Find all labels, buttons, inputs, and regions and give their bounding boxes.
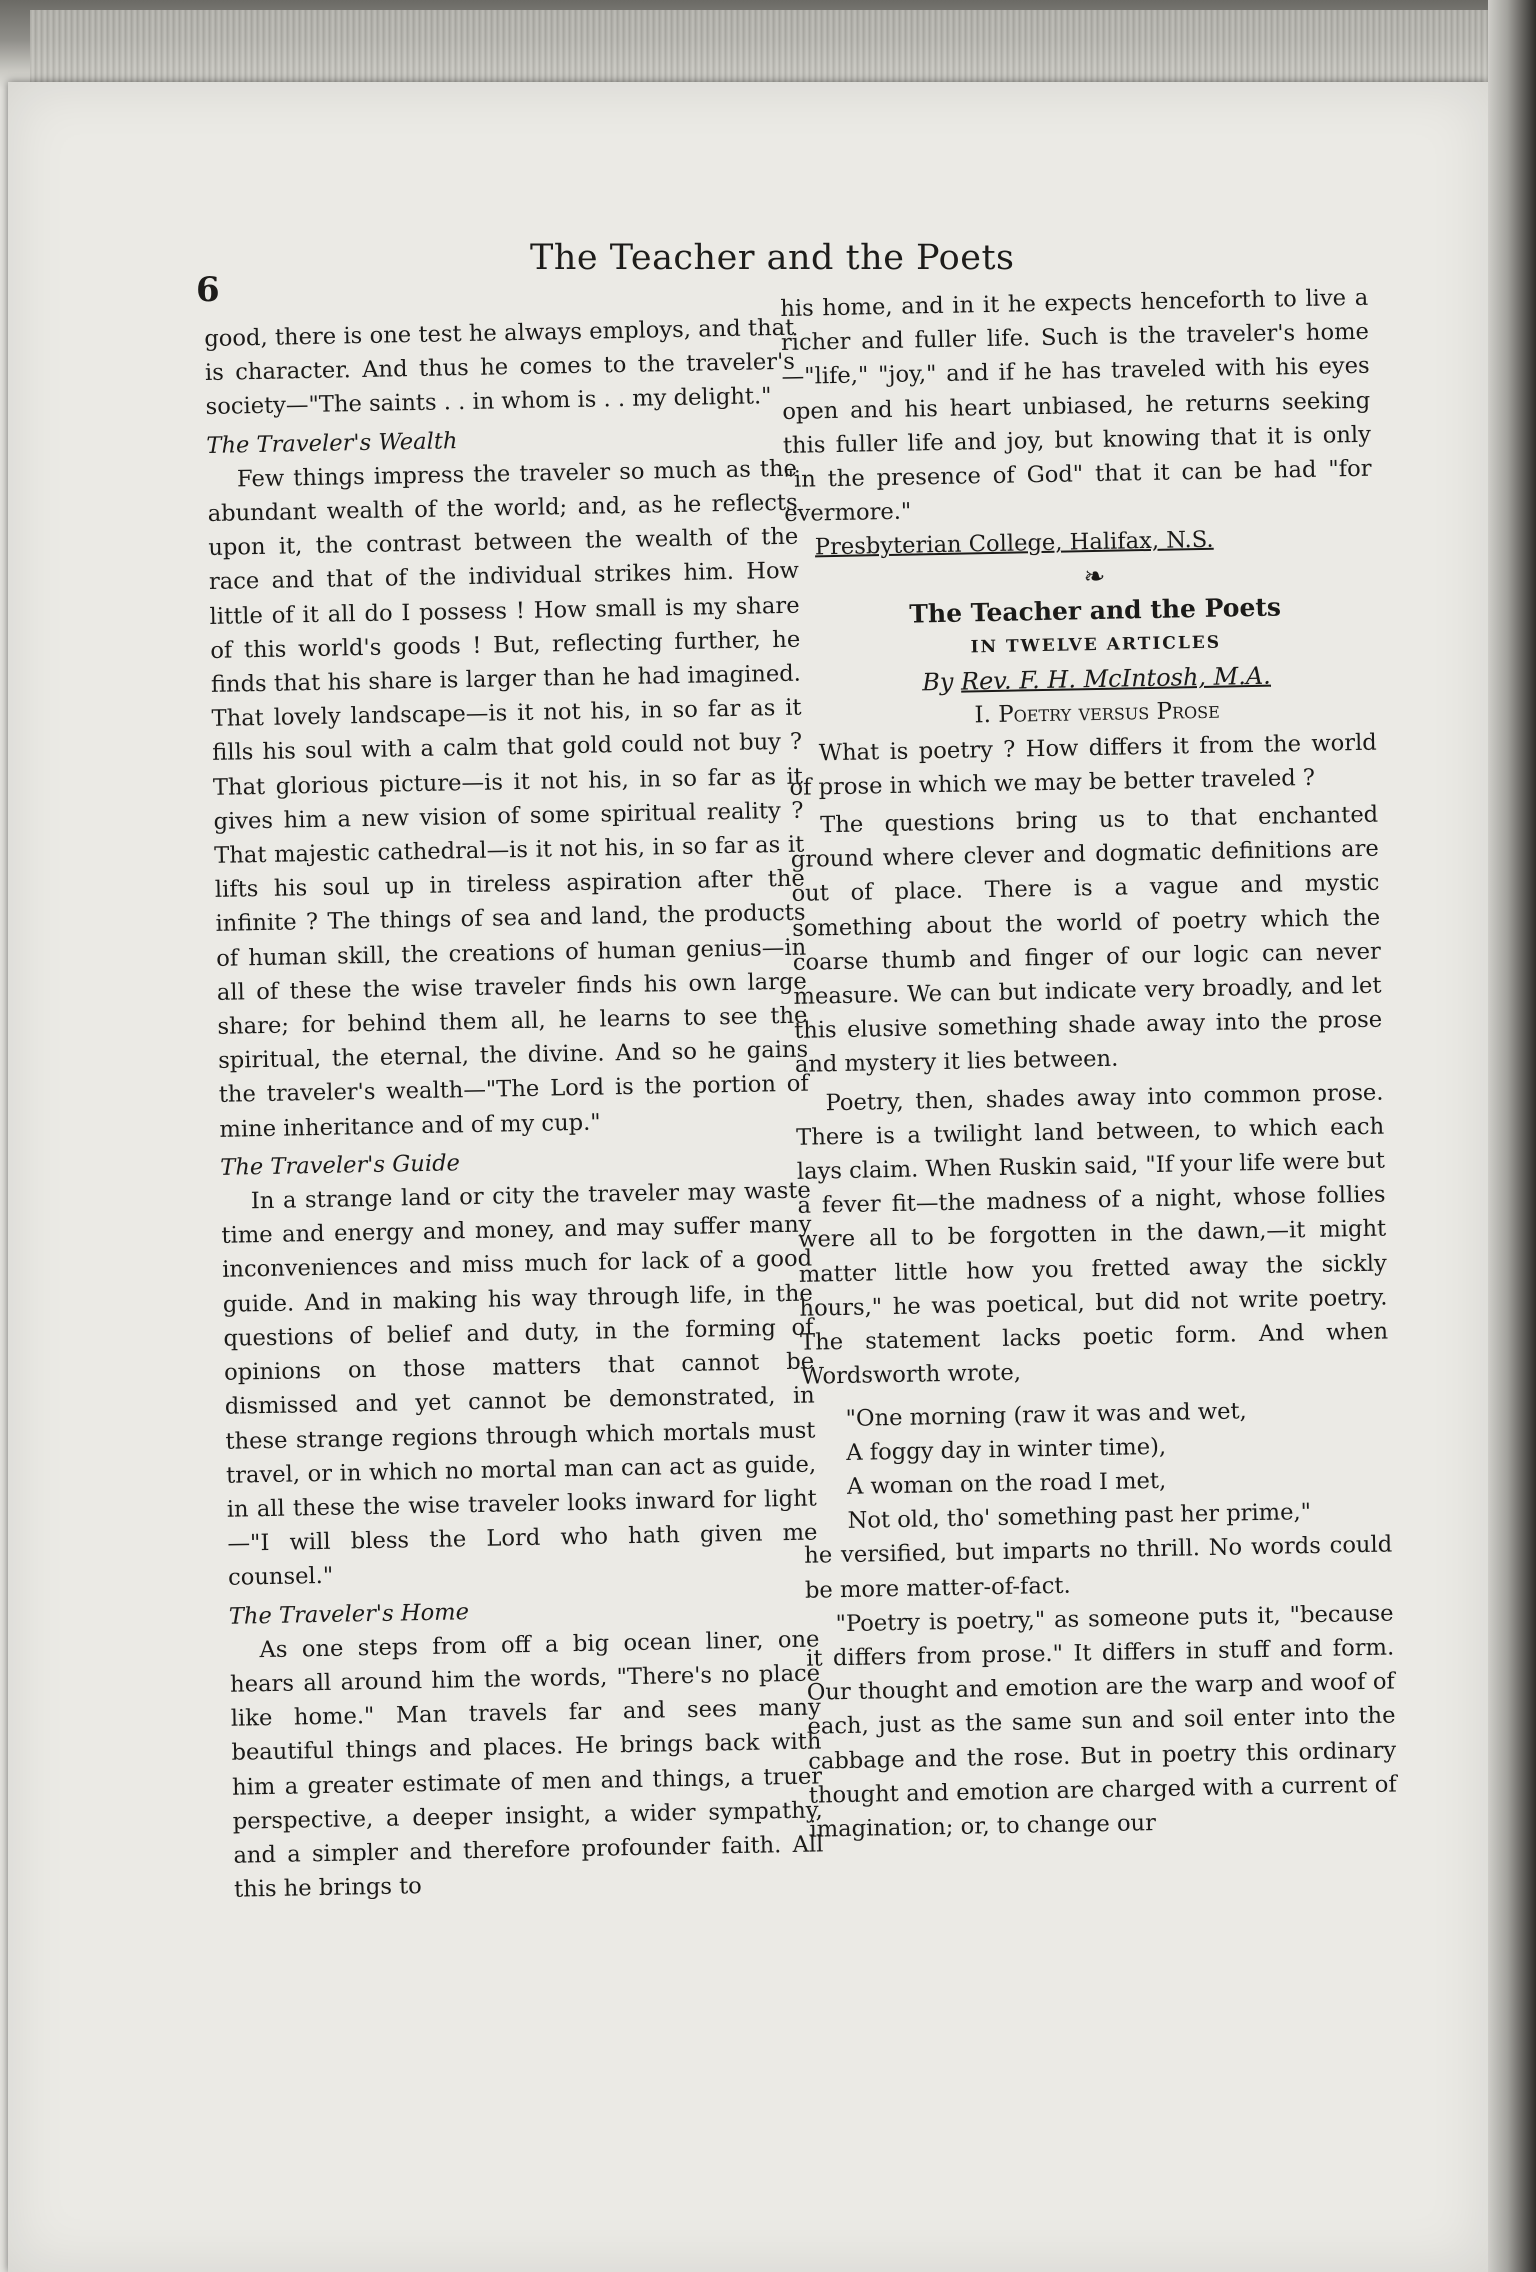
paragraph: The questions bring us to that enchanted ground where clever and dogmatic definitions are out of place. There is a vague and mystic something about the world of poetry which the coarse thumb and finger of our logic can never measure. We can but indicate very broadly, and let this elusive something shade away into the prose and mystery it lies between. bbox=[790, 801, 1383, 1079]
subheading-guide: The Traveler's Guide bbox=[219, 1150, 461, 1181]
paragraph: Few things impress the traveler so much as the abundant wealth of the world; and, as he reflects upon it, the contrast between the wealth of the race and that of the individual strikes him. How little of it all do I possess ! How small is my share of this world's goods ! But, reflecting further, he finds that his share is larger than he had imagined. That lovely landscape—is it not his, in so far as it fills his soul with a calm that gold could not buy ? That glorious picture—is it not his, in so far as it gives him a new vision of some spiritual reality ? That majestic cathedral—is it not his, in so far as it lifts his soul up in tireless aspiration after the infinite ? The things of sea and land, the products of human skill, the creations of human genius—in all of these the wise traveler finds his own large share; for behind them all, he learns to see the spiritual, the eternal, the divine. And so he gains the traveler's wealth—"The Lord is the portion of mine inheritance and of my cup." bbox=[207, 455, 809, 1143]
paragraph: What is poetry ? How differs it from the world of prose in which we may be better traveled ? bbox=[789, 729, 1378, 801]
subheading-wealth: The Traveler's Wealth bbox=[206, 427, 458, 459]
paragraph: his home, and in it he expects henceforth to live a richer and fuller life. Such is the traveler's home—"life," "joy," and if he has traveled with his eyes open and his heart unbiased, he returns seeking this fuller life and joy, but knowing that it is only "in the presence of God" that it can be had "for evermore." bbox=[780, 284, 1372, 528]
ornament-icon: ❧ bbox=[1083, 561, 1106, 592]
section-title: I. Poetry versus Prose bbox=[974, 698, 1221, 729]
paragraph: In a strange land or city the traveler may waste time and energy and money, and may suffer many inconveniences and miss much for lack of a good guide. And in making his way through life, in the questions of belief and duty, in the forming of opinions on those matters that cannot be dismissed and yet cannot be demonstrated, in these strange regions through which mortals must travel, or in which no mortal man can act as guide, in all these the wise traveler looks inward for light—"I will bless the Lord who hath given me counsel." bbox=[221, 1177, 818, 1592]
paragraph: he versified, but imparts no thrill. No words could be more matter-of-fact. bbox=[804, 1531, 1393, 1604]
right-column bbox=[780, 281, 1398, 1847]
author-affiliation: Presbyterian College, Halifax, N.S. bbox=[814, 527, 1214, 561]
left-column bbox=[204, 311, 824, 1907]
verse-line: Not old, tho' something past her prime," bbox=[847, 1499, 1312, 1535]
subheading-home: The Traveler's Home bbox=[228, 1598, 470, 1630]
paragraph: As one steps from off a big ocean liner, one hears all around him the words, "There's no place like home." Man travels far and sees many beautiful things and places. He brings back with him a greater estimate of men and things, a truer perspective, a deeper insight, a wider sympathy, and a simpler and therefore profounder faith. All this he brings to bbox=[229, 1626, 824, 1903]
page-edge-shadow bbox=[1488, 0, 1536, 2272]
running-head: The Teacher and the Poets bbox=[530, 238, 1015, 278]
paragraph: good, there is one test he always employs, and that is character. And thus he comes to the traveler's society—"The saints . . in whom is . . my delight." bbox=[204, 314, 796, 421]
verse-line: A woman on the road I met, bbox=[846, 1467, 1167, 1500]
byline-author: Rev. F. H. McIntosh, M.A. bbox=[960, 661, 1272, 696]
verse-line: "One morning (raw it was and wet, bbox=[845, 1397, 1247, 1432]
article-title: The Teacher and the Poets bbox=[909, 592, 1282, 629]
verse-line: A foggy day in winter time), bbox=[846, 1433, 1167, 1466]
page-number: 6 bbox=[196, 270, 220, 310]
paragraph: Poetry, then, shades away into common prose. There is a twilight land between, to which each lays claim. When Ruskin said, "If your life were but a fever fit—the madness of a night, whose follies were all to be forgotten in the dawn,—it might matter little how you fretted away the sickly hours," he was poetical, but did not write poetry. The statement lacks poetic form. And when Wordsworth wrote, bbox=[795, 1079, 1389, 1391]
byline-prefix: By bbox=[921, 667, 962, 697]
paragraph: "Poetry is poetry," as someone puts it, "because it differs from prose." It differs in stuff and form. Our thought and emotion are the warp and woof of each, just as the same sun and soil enter into the cabbage and the rose. But in poetry this ordinary thought and emotion are charged with a current of imagination; or, to change our bbox=[805, 1600, 1398, 1843]
article-subtitle: IN TWELVE ARTICLES bbox=[970, 632, 1222, 658]
